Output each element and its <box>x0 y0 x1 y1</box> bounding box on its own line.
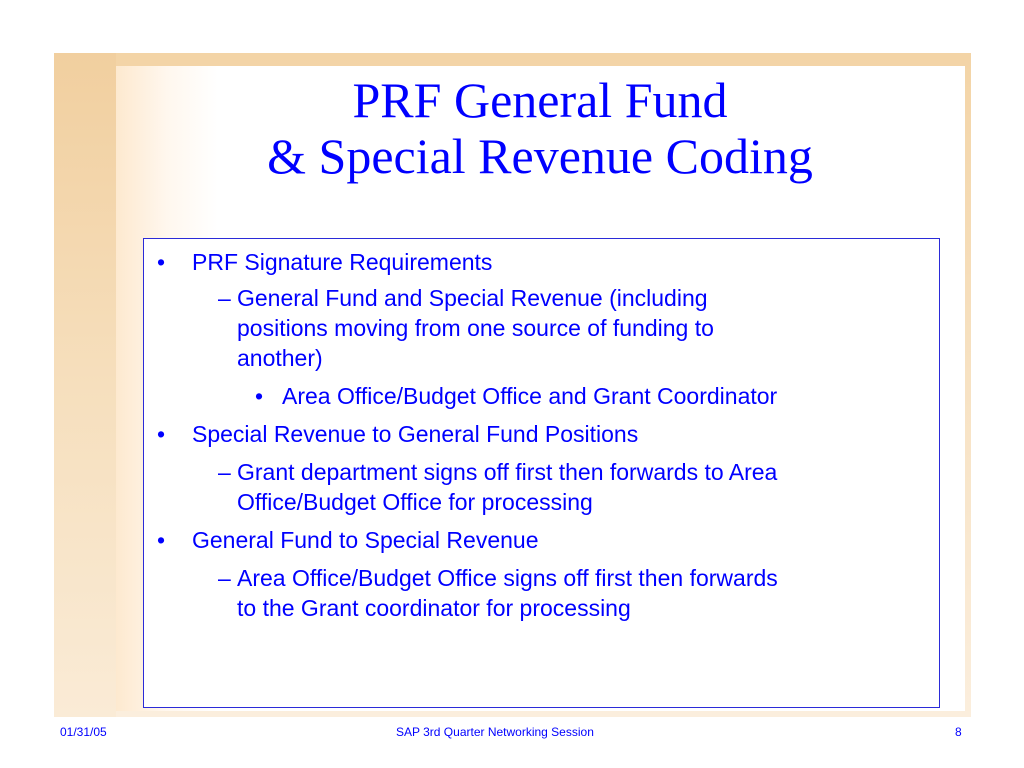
slide-title <box>130 72 950 184</box>
slide-title-line-2: & Special Revenue Coding <box>267 128 813 184</box>
dash-marker: – <box>218 285 231 311</box>
footer-page-number: 8 <box>955 725 962 739</box>
frame-left-band <box>54 53 116 717</box>
bullet-3-text: General Fund to Special Revenue <box>192 527 539 553</box>
content-box <box>143 238 940 708</box>
bullet-3-sub-line-2: to the Grant coordinator for processing <box>237 595 631 621</box>
bullet-1-subsub-text: Area Office/Budget Office and Grant Coordinator <box>282 383 778 409</box>
bullet-1-sub-line-3: another) <box>237 345 323 371</box>
footer-session: SAP 3rd Quarter Networking Session <box>396 725 594 739</box>
bullet-3-sub-line-1: Area Office/Budget Office signs off first then forwards <box>237 565 778 591</box>
bullet-marker: • <box>157 249 166 275</box>
bullet-1-text: PRF Signature Requirements <box>192 249 493 275</box>
bullet-2-sub-line-2: Office/Budget Office for processing <box>237 489 593 515</box>
footer-date: 01/31/05 <box>60 725 107 739</box>
bullet-1-sub-line-2: positions moving from one source of funding to <box>237 315 714 341</box>
bullet-2-text: Special Revenue to General Fund Positions <box>192 421 639 447</box>
bullet-marker: • <box>157 527 166 553</box>
bullet-marker: • <box>255 383 264 409</box>
dash-marker: – <box>218 565 231 591</box>
slide-title-line-1: PRF General Fund <box>352 72 728 128</box>
dash-marker: – <box>218 459 231 485</box>
bullet-1-sub-line-1: General Fund and Special Revenue (including <box>237 285 708 311</box>
bullet-2-sub-line-1: Grant department signs off first then forwards to Area <box>237 459 778 485</box>
bullet-marker: • <box>157 421 166 447</box>
